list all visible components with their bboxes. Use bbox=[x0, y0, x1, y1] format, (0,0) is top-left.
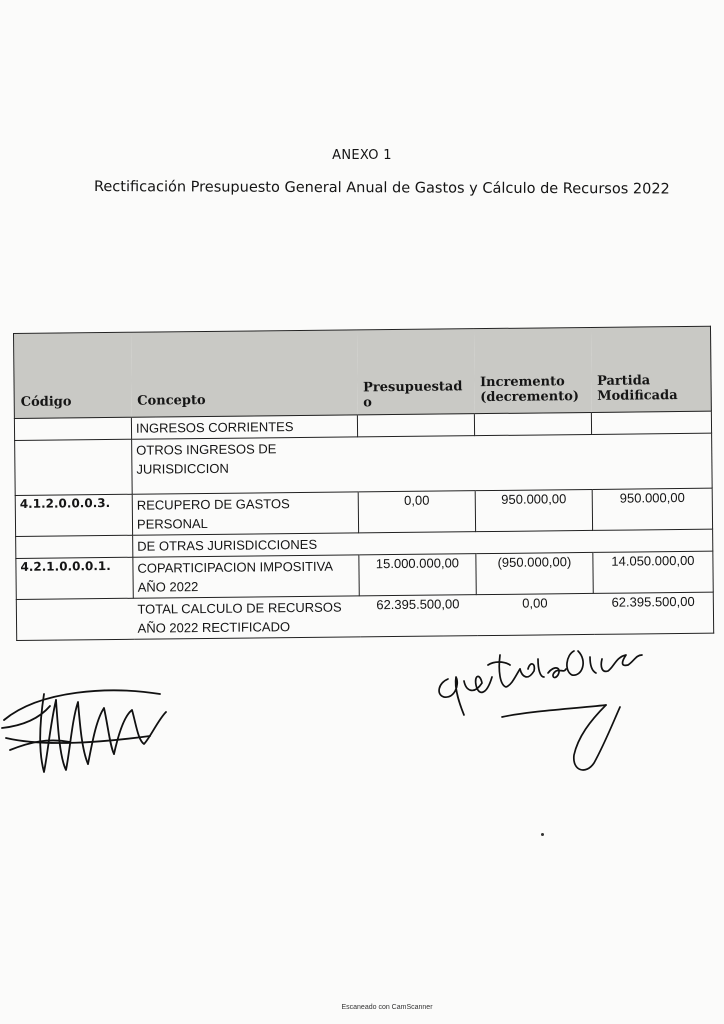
concept-coparticipacion: COPARTICIPACION IMPOSITIVA AÑO 2022 bbox=[133, 555, 359, 598]
budget-table-wrapper bbox=[13, 326, 713, 641]
table-cell bbox=[358, 436, 476, 492]
modified-coparticipacion: 14.050.000,00 bbox=[593, 551, 713, 593]
table-cell bbox=[591, 411, 711, 434]
scanner-footer bbox=[0, 1004, 724, 1011]
increment-total: 0,00 bbox=[476, 593, 593, 635]
budget-table bbox=[13, 326, 714, 641]
increment-recupero: 950.000,00 bbox=[475, 489, 592, 531]
modified-total: 62.395.500,00 bbox=[593, 592, 713, 634]
header-budgeted: Presupuestad o bbox=[356, 329, 474, 415]
table-cell bbox=[14, 417, 131, 440]
concept-ingresos-corrientes: INGRESOS CORRIENTES bbox=[131, 415, 357, 439]
code-recupero: 4.1.2.0.0.0.3. bbox=[15, 494, 132, 536]
header-code: Código bbox=[14, 332, 132, 418]
modified-recupero: 950.000,00 bbox=[592, 488, 712, 530]
table-cell bbox=[593, 529, 713, 552]
code-coparticipacion: 4.2.1.0.0.0.1. bbox=[16, 557, 133, 599]
table-cell bbox=[475, 434, 593, 490]
increment-coparticipacion: (950.000,00) bbox=[476, 552, 593, 594]
document-heading: Rectificación Presupuesto General Anual de Gastos y Cálculo de Recursos 2022 bbox=[93, 179, 670, 198]
table-cell bbox=[15, 439, 133, 495]
header-concept: Concepto bbox=[130, 330, 357, 417]
table-cell bbox=[16, 598, 133, 640]
table-row bbox=[15, 488, 712, 536]
budgeted-recupero: 0,00 bbox=[358, 491, 475, 533]
table-cell bbox=[592, 433, 713, 489]
table-cell bbox=[357, 414, 474, 437]
annex-title: ANEXO 1 bbox=[332, 148, 392, 163]
budgeted-total: 62.395.500,00 bbox=[359, 595, 476, 637]
table-cell bbox=[16, 535, 133, 558]
signature-right bbox=[430, 625, 650, 785]
concept-otros-ingresos: OTROS INGRESOS DE JURISDICCION bbox=[132, 437, 359, 494]
concept-total: TOTAL CALCULO DE RECURSOS AÑO 2022 RECTIFICADO bbox=[133, 596, 359, 639]
scan-speck bbox=[541, 833, 544, 836]
header-increment: Incremento (decremento) bbox=[473, 327, 591, 413]
header-modified: Partida Modificada bbox=[590, 326, 711, 412]
table-header-row bbox=[14, 326, 712, 418]
budgeted-coparticipacion: 15.000.000,00 bbox=[359, 554, 476, 596]
concept-otras-jurisdicciones: DE OTRAS JURISDICCIONES bbox=[133, 533, 359, 557]
table-row bbox=[15, 433, 713, 495]
table-cell bbox=[359, 532, 476, 555]
table-cell bbox=[476, 530, 593, 553]
table-row bbox=[16, 551, 713, 599]
signature-left bbox=[0, 680, 175, 780]
concept-recupero: RECUPERO DE GASTOS PERSONAL bbox=[132, 492, 358, 535]
table-cell bbox=[474, 412, 591, 435]
scanner-footer-text: Escaneado con CamScanner bbox=[341, 1004, 433, 1011]
